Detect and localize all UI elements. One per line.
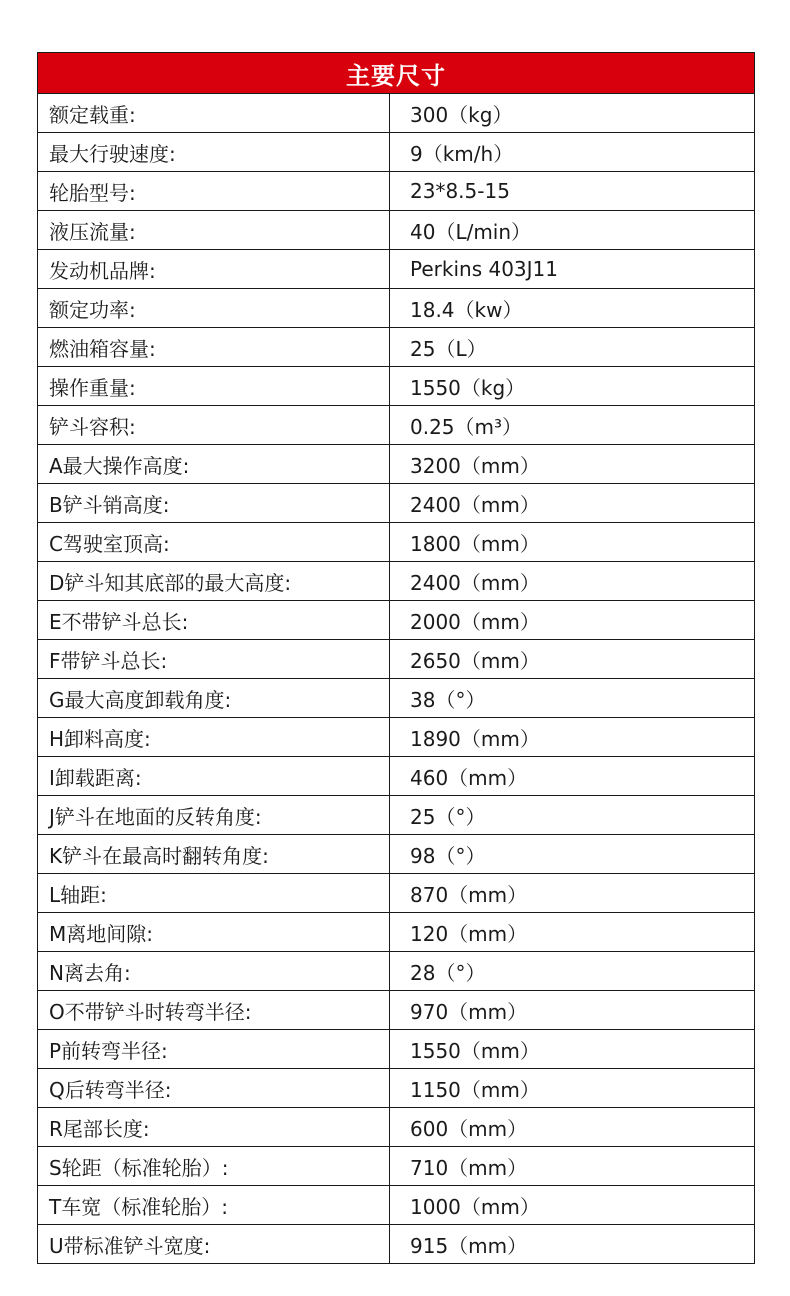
spec-label: 操作重量: xyxy=(38,367,390,406)
spec-label: H卸料高度: xyxy=(38,718,390,757)
spec-label: C驾驶室顶高: xyxy=(38,523,390,562)
table-row xyxy=(38,94,755,133)
spec-label: G最大高度卸载角度: xyxy=(38,679,390,718)
spec-value: 915（mm） xyxy=(390,1225,755,1264)
spec-value: 0.25（m³） xyxy=(390,406,755,445)
table-row xyxy=(38,640,755,679)
table-title-row xyxy=(38,53,755,94)
spec-label: I卸载距离: xyxy=(38,757,390,796)
spec-value: 25（L） xyxy=(390,328,755,367)
spec-label: P前转弯半径: xyxy=(38,1030,390,1069)
spec-label: Q后转弯半径: xyxy=(38,1069,390,1108)
table-row xyxy=(38,1108,755,1147)
spec-label: 额定功率: xyxy=(38,289,390,328)
table-row xyxy=(38,445,755,484)
spec-value: 600（mm） xyxy=(390,1108,755,1147)
table-row xyxy=(38,757,755,796)
spec-label: R尾部长度: xyxy=(38,1108,390,1147)
spec-value: 38（°） xyxy=(390,679,755,718)
spec-label: O不带铲斗时转弯半径: xyxy=(38,991,390,1030)
table-row xyxy=(38,406,755,445)
spec-label: F带铲斗总长: xyxy=(38,640,390,679)
spec-label: 最大行驶速度: xyxy=(38,133,390,172)
table-row xyxy=(38,952,755,991)
table-row xyxy=(38,250,755,289)
table-row xyxy=(38,133,755,172)
spec-label: T车宽（标准轮胎）: xyxy=(38,1186,390,1225)
spec-value: 970（mm） xyxy=(390,991,755,1030)
spec-label: 轮胎型号: xyxy=(38,172,390,211)
spec-value: 2400（mm） xyxy=(390,562,755,601)
spec-label: E不带铲斗总长: xyxy=(38,601,390,640)
spec-value: 98（°） xyxy=(390,835,755,874)
table-row xyxy=(38,1069,755,1108)
table-row xyxy=(38,211,755,250)
spec-value: 300（kg） xyxy=(390,94,755,133)
spec-label: B铲斗销高度: xyxy=(38,484,390,523)
spec-value: 1000（mm） xyxy=(390,1186,755,1225)
spec-value: 460（mm） xyxy=(390,757,755,796)
spec-value: 120（mm） xyxy=(390,913,755,952)
spec-label: K铲斗在最高时翻转角度: xyxy=(38,835,390,874)
spec-value: 18.4（kw） xyxy=(390,289,755,328)
spec-value: 9（km/h） xyxy=(390,133,755,172)
spec-label: 燃油箱容量: xyxy=(38,328,390,367)
spec-value: 2400（mm） xyxy=(390,484,755,523)
table-row xyxy=(38,796,755,835)
table-row xyxy=(38,1030,755,1069)
spec-label: U带标准铲斗宽度: xyxy=(38,1225,390,1264)
spec-label: N离去角: xyxy=(38,952,390,991)
spec-label: 液压流量: xyxy=(38,211,390,250)
spec-label: S轮距（标准轮胎）: xyxy=(38,1147,390,1186)
table-row xyxy=(38,1225,755,1264)
table-row xyxy=(38,367,755,406)
spec-value: 2000（mm） xyxy=(390,601,755,640)
table-row xyxy=(38,562,755,601)
spec-value: 2650（mm） xyxy=(390,640,755,679)
spec-value: 1150（mm） xyxy=(390,1069,755,1108)
spec-value: 23*8.5-15 xyxy=(390,172,755,211)
spec-label: 发动机品牌: xyxy=(38,250,390,289)
spec-value: 28（°） xyxy=(390,952,755,991)
spec-label: J铲斗在地面的反转角度: xyxy=(38,796,390,835)
spec-label: A最大操作高度: xyxy=(38,445,390,484)
table-row xyxy=(38,1186,755,1225)
table-row xyxy=(38,835,755,874)
table-row xyxy=(38,679,755,718)
spec-label: 铲斗容积: xyxy=(38,406,390,445)
specifications-table xyxy=(37,52,755,1264)
specifications-body xyxy=(38,94,755,1264)
table-row xyxy=(38,991,755,1030)
table-row xyxy=(38,1147,755,1186)
spec-value: 25（°） xyxy=(390,796,755,835)
spec-value: 1800（mm） xyxy=(390,523,755,562)
spec-value: 1890（mm） xyxy=(390,718,755,757)
spec-label: D铲斗知其底部的最大高度: xyxy=(38,562,390,601)
spec-label: 额定载重: xyxy=(38,94,390,133)
table-row xyxy=(38,328,755,367)
table-row xyxy=(38,523,755,562)
table-title: 主要尺寸 xyxy=(38,53,755,94)
spec-value: 1550（kg） xyxy=(390,367,755,406)
table-row xyxy=(38,874,755,913)
spec-value: Perkins 403J11 xyxy=(390,250,755,289)
spec-value: 40（L/min） xyxy=(390,211,755,250)
spec-value: 710（mm） xyxy=(390,1147,755,1186)
spec-label: L轴距: xyxy=(38,874,390,913)
table-row xyxy=(38,172,755,211)
table-row xyxy=(38,913,755,952)
spec-value: 3200（mm） xyxy=(390,445,755,484)
spec-value: 1550（mm） xyxy=(390,1030,755,1069)
spec-label: M离地间隙: xyxy=(38,913,390,952)
table-row xyxy=(38,484,755,523)
table-row xyxy=(38,289,755,328)
table-row xyxy=(38,718,755,757)
spec-value: 870（mm） xyxy=(390,874,755,913)
table-row xyxy=(38,601,755,640)
